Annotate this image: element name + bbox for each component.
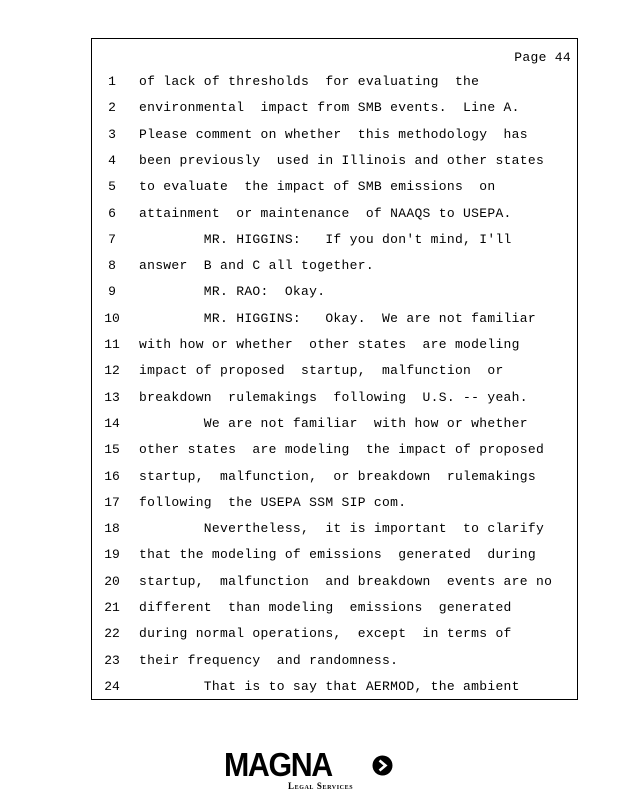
line-number: 10 — [104, 310, 120, 326]
page-number: Page 44 — [514, 50, 571, 65]
line-text: breakdown rulemakings following U.S. -- yeah. — [139, 389, 528, 405]
line-number: 20 — [104, 573, 120, 589]
line-number: 14 — [104, 415, 120, 431]
line-number: 13 — [104, 389, 120, 405]
line-number: 24 — [104, 678, 120, 694]
line-text: answer B and C all together. — [139, 258, 374, 274]
transcript-line — [92, 178, 577, 204]
line-number: 9 — [108, 284, 116, 300]
line-text: impact of proposed startup, malfunction or — [139, 363, 504, 379]
transcript-line — [92, 599, 577, 625]
line-number: 18 — [104, 521, 120, 537]
line-text: to evaluate the impact of SMB emissions on — [139, 179, 496, 195]
transcript-line — [92, 678, 577, 704]
transcript-line — [92, 205, 577, 231]
line-text: during normal operations, except in terms of — [139, 626, 512, 642]
transcript-line — [92, 73, 577, 99]
line-text: their frequency and randomness. — [139, 652, 399, 668]
line-number: 2 — [108, 100, 116, 116]
transcript-line — [92, 573, 577, 599]
transcript-line — [92, 99, 577, 125]
line-number: 7 — [108, 231, 116, 247]
transcript-line — [92, 468, 577, 494]
line-number: 19 — [104, 547, 120, 563]
line-number: 16 — [104, 468, 120, 484]
transcript-line — [92, 283, 577, 309]
line-text: MR. RAO: Okay. — [139, 284, 326, 300]
line-text: attainment or maintenance of NAAQS to USEPA. — [139, 205, 512, 221]
line-text: MR. HIGGINS: Okay. We are not familiar — [139, 310, 536, 326]
line-text: We are not familiar with how or whether — [139, 415, 528, 431]
magna-logo — [224, 748, 396, 792]
logo-subtitle: Legal Services — [288, 781, 354, 791]
line-text: MR. HIGGINS: If you don't mind, I'll — [139, 231, 512, 247]
line-number: 11 — [104, 337, 120, 352]
line-number: 15 — [104, 442, 120, 458]
line-number: 5 — [108, 179, 116, 195]
logo-wordmark: MAGNA — [224, 746, 332, 783]
line-text: other states are modeling the impact of proposed — [139, 442, 545, 458]
line-number: 21 — [104, 600, 120, 615]
transcript-line — [92, 652, 577, 678]
line-text: with how or whether other states are modeling — [139, 337, 520, 352]
transcript-page — [91, 38, 578, 700]
line-number: 3 — [108, 126, 116, 142]
transcript-line — [92, 415, 577, 441]
line-text: That is to say that AERMOD, the ambient — [139, 678, 520, 694]
transcript-line — [92, 362, 577, 388]
line-text: different than modeling emissions generated — [139, 600, 512, 615]
transcript-line — [92, 231, 577, 257]
transcript-line — [92, 625, 577, 651]
transcript-line — [92, 126, 577, 152]
line-text: startup, malfunction, or breakdown rulemakings — [139, 468, 536, 484]
line-text: Please comment on whether this methodology has — [139, 126, 528, 142]
line-text: following the USEPA SSM SIP com. — [139, 494, 407, 510]
line-number: 8 — [108, 258, 116, 274]
line-text: that the modeling of emissions generated during — [139, 547, 536, 563]
line-text: been previously used in Illinois and other states — [139, 152, 545, 168]
line-text: environmental impact from SMB events. Line A. — [139, 100, 520, 116]
line-text: of lack of thresholds for evaluating the — [139, 74, 480, 89]
line-text: Nevertheless, it is important to clarify — [139, 521, 545, 537]
line-number: 17 — [104, 494, 120, 510]
transcript-line — [92, 152, 577, 178]
line-text: startup, malfunction and breakdown events are no — [139, 573, 553, 589]
line-number: 22 — [104, 626, 120, 642]
line-number: 4 — [108, 152, 116, 168]
transcript-line — [92, 310, 577, 336]
transcript-line — [92, 389, 577, 415]
transcript-line — [92, 546, 577, 572]
transcript-line — [92, 520, 577, 546]
line-number: 12 — [104, 363, 120, 379]
transcript-line — [92, 494, 577, 520]
transcript-line — [92, 441, 577, 467]
line-number: 1 — [108, 74, 116, 89]
line-number: 6 — [108, 205, 116, 221]
line-number: 23 — [104, 652, 120, 668]
chevron-right-circle-icon — [372, 755, 393, 776]
transcript-line — [92, 336, 577, 362]
transcript-line — [92, 257, 577, 283]
